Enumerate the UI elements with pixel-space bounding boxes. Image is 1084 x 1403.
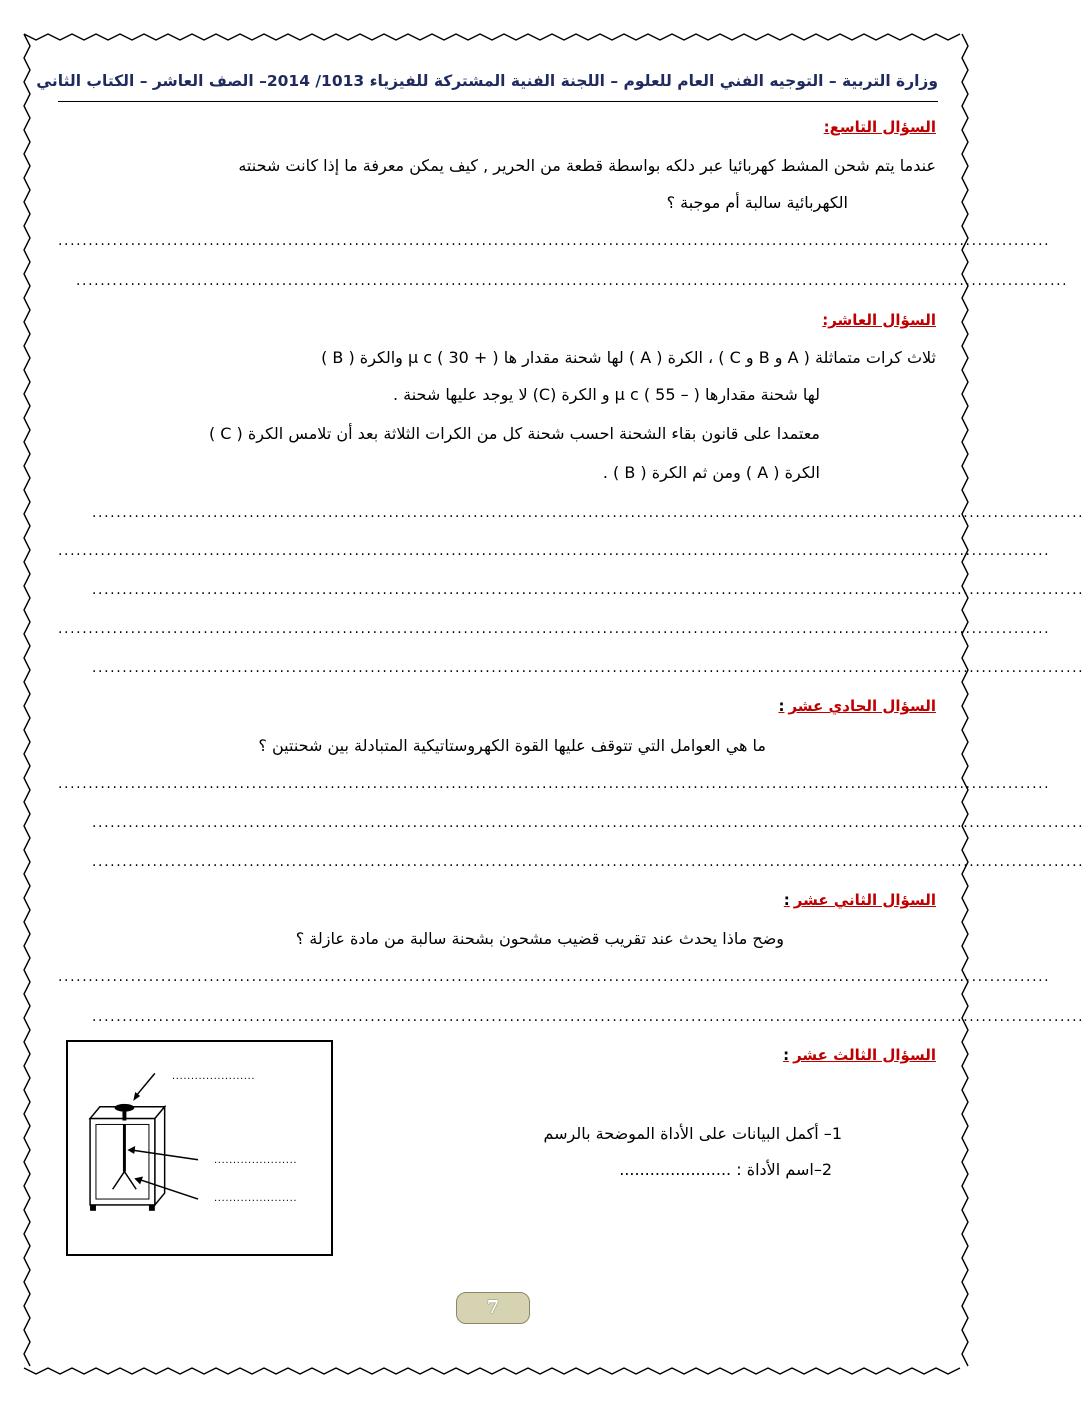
q9-line-1: عندما يتم شحن المشط كهربائيا عبر دلكه بواسطة قطعة من الحرير , كيف يمكن معرفة ما إذا كانت شحنته — [238, 156, 936, 175]
case-side-face — [155, 1107, 165, 1205]
q10-title: السؤال العاشر: — [822, 311, 936, 329]
page-header: وزارة التربية – التوجيه الفني العام للعلوم – اللجنة الفنية المشتركة للفيزياء 1013/ 2014– الصف العاشر – الكتاب الثاني — [36, 72, 938, 90]
figure-label-knob: ...................... — [172, 1071, 256, 1082]
answer-line: .................................................................................................................................................................... — [58, 776, 1051, 792]
knob-stem — [122, 1109, 126, 1121]
q11-title-text: السؤال الحادي عشر — [788, 697, 936, 715]
answer-line: .................................................................................................................................................................... — [92, 815, 1084, 831]
border-zigzag — [24, 34, 30, 1366]
q9-title: السؤال التاسع: — [823, 118, 936, 136]
q10-line-1: ثلاث كرات متماثلة ( A و B و C ) ، الكرة ( A ) لها شحنة مقدار ها μ c ( 30 + ) والكرة ( B ) — [321, 348, 936, 367]
answer-line: .................................................................................................................................................................... — [58, 233, 1051, 249]
answer-line: .................................................................................................................................................................... — [92, 505, 1084, 521]
q13-title-text: السؤال الثالث عشر — [793, 1046, 936, 1064]
arrow-knob — [135, 1073, 155, 1097]
q11-line-1: ما هي العوامل التي تتوقف عليها القوة الكهروستاتيكية المتبادلة بين شحنتين ؟ — [258, 736, 766, 755]
answer-line: .................................................................................................................................................................... — [92, 660, 1084, 676]
q12-line-1: وضح ماذا يحدث عند تقريب قضيب مشحون بشحنة سالبة من مادة عازلة ؟ — [295, 929, 784, 948]
q13-title — [783, 1046, 936, 1064]
page-number: 7 — [456, 1292, 530, 1324]
q12-colon: : — [783, 891, 790, 909]
q10-line-2: لها شحنة مقدارها μ c ( 55 – ) و الكرة (C) لا يوجد عليها شحنة . — [392, 385, 820, 404]
q9-line-2: الكهربائية سالبة أم موجبة ؟ — [666, 193, 848, 212]
figure-label-leaves: ...................... — [214, 1193, 298, 1204]
border-zigzag — [24, 34, 960, 40]
figure-label-rod: ...................... — [214, 1155, 298, 1166]
q13-item-1: 1– أكمل البيانات على الأداة الموضحة بالرسم — [543, 1124, 842, 1143]
answer-line: .................................................................................................................................................................... — [92, 1009, 1084, 1025]
case-foot — [90, 1205, 96, 1211]
answer-line: .................................................................................................................................................................... — [58, 969, 1051, 985]
answer-line: .................................................................................................................................................................... — [58, 621, 1051, 637]
border-zigzag — [24, 1368, 960, 1374]
answer-line: .................................................................................................................................................................... — [92, 854, 1084, 870]
header-divider — [58, 101, 938, 102]
electroscope-figure — [66, 1040, 333, 1256]
q12-title — [784, 891, 936, 909]
case-foot — [149, 1205, 155, 1211]
q13-colon: : — [783, 1046, 790, 1064]
q10-line-3: معتمدا على قانون بقاء الشحنة احسب شحنة كل من الكرات الثلاثة بعد أن تلامس الكرة ( C ) — [208, 424, 820, 443]
q12-title-text: السؤال الثاني عشر — [793, 891, 936, 909]
q11-colon: : — [778, 697, 785, 715]
answer-line: .................................................................................................................................................................... — [58, 543, 1051, 559]
case-front — [90, 1119, 155, 1205]
answer-line: .................................................................................................................................................................... — [76, 273, 1069, 289]
q11-title — [778, 697, 936, 715]
answer-line: .................................................................................................................................................................... — [92, 582, 1084, 598]
q13-item-2: 2–اسم الأداة : ...................... — [619, 1160, 832, 1179]
q10-line-4: الكرة ( A ) ومن ثم الكرة ( B ) . — [602, 463, 820, 482]
